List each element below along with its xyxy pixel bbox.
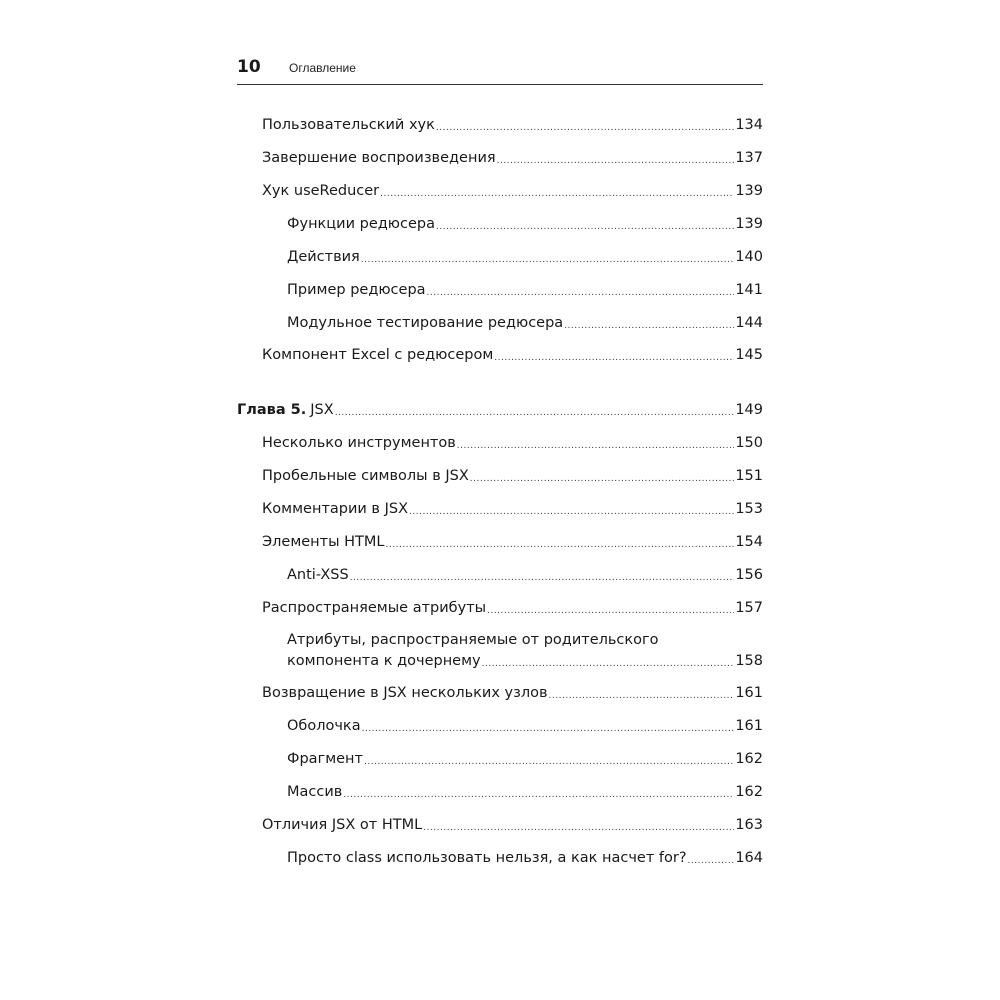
toc-entry[interactable] <box>262 598 763 619</box>
toc-entry[interactable] <box>262 815 763 836</box>
toc-entry[interactable] <box>287 848 763 869</box>
toc-entry-page: 144 <box>735 315 763 331</box>
toc-entry-title: Действия <box>287 249 360 265</box>
toc-entry[interactable] <box>262 433 763 454</box>
toc-entry[interactable] <box>262 499 763 520</box>
toc-entry[interactable] <box>262 148 763 169</box>
dot-leader <box>436 214 734 235</box>
toc-entry-page: 162 <box>735 751 763 767</box>
toc-entry-title: Anti-XSS <box>287 567 349 583</box>
toc-entry[interactable] <box>287 247 763 268</box>
toc-entry-title-line1[interactable]: Атрибуты, распространяемые от родительского <box>287 632 659 648</box>
dot-leader <box>564 313 734 334</box>
toc-entry-title: Возвращение в JSX нескольких узлов <box>262 685 548 701</box>
toc-entry-page: 158 <box>735 653 763 669</box>
toc-entry-title: Завершение воспроизведения <box>262 150 496 166</box>
dot-leader <box>427 280 735 301</box>
toc-entry[interactable] <box>262 532 763 553</box>
dot-leader <box>470 466 735 487</box>
dot-leader <box>497 148 735 169</box>
dot-leader <box>494 345 734 366</box>
running-title: Оглавление <box>289 61 356 75</box>
toc-entry[interactable] <box>262 181 763 202</box>
dot-leader <box>343 782 734 803</box>
toc-entry[interactable] <box>287 313 763 334</box>
toc-entry-page: 139 <box>735 183 763 199</box>
toc-entry-title: Фрагмент <box>287 751 363 767</box>
toc-entry-title: Оболочка <box>287 718 361 734</box>
toc-entry-title: Распространяемые атрибуты <box>262 600 487 616</box>
toc-entry-title: Элементы HTML <box>262 534 385 550</box>
toc-entry[interactable] <box>287 214 763 235</box>
toc-entry-title: Модульное тестирование редюсера <box>287 315 564 331</box>
toc-entry-title: Массив <box>287 784 343 800</box>
toc-entry-page: 153 <box>735 501 763 517</box>
dot-leader <box>335 400 735 421</box>
toc-entry[interactable] <box>287 782 763 803</box>
toc-entry-page: 141 <box>735 282 763 298</box>
toc-entry-page: 154 <box>735 534 763 550</box>
toc-entry-page: 149 <box>735 402 763 418</box>
dot-leader <box>364 749 734 770</box>
toc-entry-page: 145 <box>735 347 763 363</box>
toc-entry-page: 161 <box>735 685 763 701</box>
dot-leader <box>362 716 735 737</box>
toc-entry[interactable] <box>262 683 763 704</box>
dot-leader <box>487 598 734 619</box>
toc-entry-page: 150 <box>735 435 763 451</box>
toc-entry[interactable] <box>262 115 763 136</box>
toc-entry-title: Отличия JSX от HTML <box>262 817 423 833</box>
toc-entry-page: 140 <box>735 249 763 265</box>
toc-entry-title: Комментарии в JSX <box>262 501 409 517</box>
toc-entry-page: 161 <box>735 718 763 734</box>
toc-entry-page: 157 <box>735 600 763 616</box>
toc-entry-page: 151 <box>735 468 763 484</box>
dot-leader <box>380 181 734 202</box>
toc-entry-page: 139 <box>735 216 763 232</box>
toc-entry[interactable] <box>262 466 763 487</box>
toc-entry-title: Пользовательский хук <box>262 117 435 133</box>
dot-leader <box>423 815 734 836</box>
toc-entry-page: 164 <box>735 850 763 866</box>
chapter-label: Глава 5. <box>237 402 307 418</box>
toc-chapter-entry[interactable] <box>237 400 763 421</box>
toc-entry-title: Пробельные символы в JSX <box>262 468 469 484</box>
toc-entry-page: 134 <box>735 117 763 133</box>
toc-entry[interactable] <box>287 280 763 301</box>
toc-entry[interactable] <box>287 749 763 770</box>
toc-entry-title: Пример редюсера <box>287 282 426 298</box>
dot-leader <box>361 247 735 268</box>
dot-leader <box>457 433 735 454</box>
toc-entry-title: Хук useReducer <box>262 183 380 199</box>
toc-entry-title: Просто class использовать нельзя, а как насчет for? <box>287 850 687 866</box>
dot-leader <box>409 499 734 520</box>
toc-entry[interactable] <box>287 651 763 672</box>
dot-leader <box>549 683 735 704</box>
dot-leader <box>386 532 735 553</box>
dot-leader <box>688 848 735 869</box>
toc-entry-title: Компонент Excel с редюсером <box>262 347 494 363</box>
page-number: 10 <box>237 57 261 77</box>
dot-leader <box>436 115 734 136</box>
toc-entry-title-line2: компонента к дочернему <box>287 653 481 669</box>
toc-entry-title: Несколько инструментов <box>262 435 456 451</box>
toc-entry-page: 137 <box>735 150 763 166</box>
toc-entry[interactable] <box>262 345 763 366</box>
toc-entry-title: Функции редюсера <box>287 216 435 232</box>
chapter-title: JSX <box>310 402 334 418</box>
dot-leader <box>350 565 735 586</box>
toc-entry-page: 162 <box>735 784 763 800</box>
toc-entry[interactable] <box>287 565 763 586</box>
toc-entry-page: 156 <box>735 567 763 583</box>
toc-entry-page: 163 <box>735 817 763 833</box>
dot-leader <box>482 651 735 672</box>
toc-entry[interactable] <box>287 716 763 737</box>
